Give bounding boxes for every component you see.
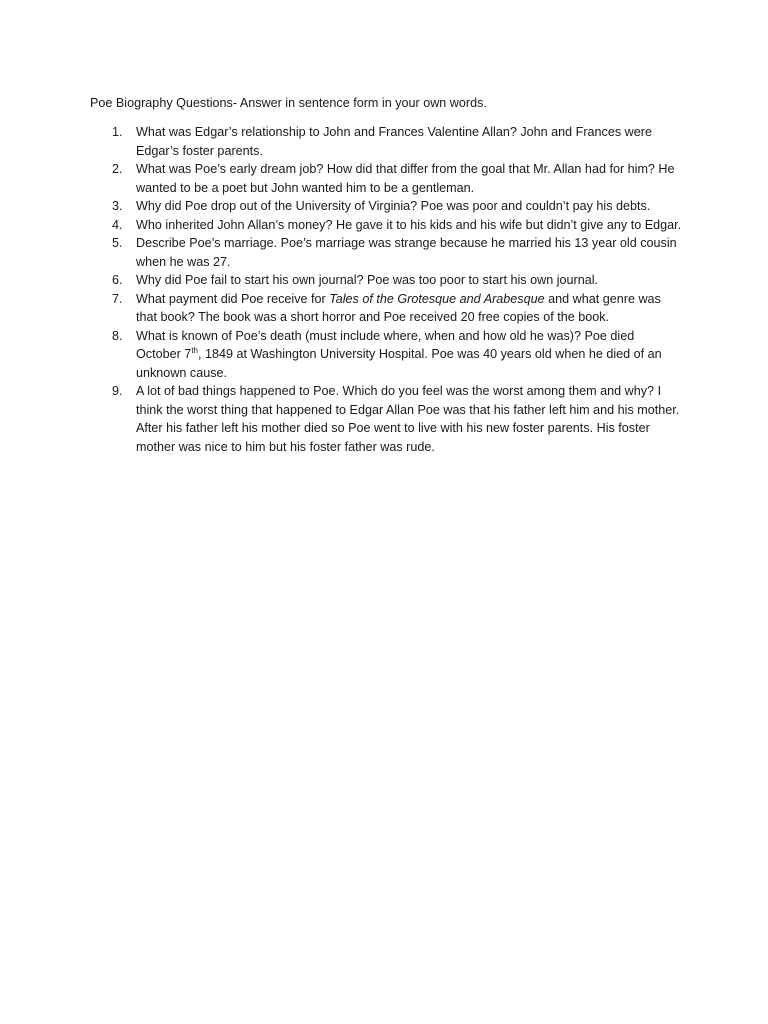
question-number: 1.	[112, 125, 123, 139]
question-item-7	[90, 290, 682, 327]
question-item-2	[90, 160, 682, 197]
question-number: 6.	[112, 273, 123, 287]
question-number: 5.	[112, 236, 123, 250]
question-text	[136, 329, 662, 380]
question-text	[136, 292, 661, 325]
question-text: What was Edgar’s relationship to John and Frances Valentine Allan? John and Frances were Edgar’s foster parents.	[136, 125, 652, 158]
question-text: A lot of bad things happened to Poe. Which do you feel was the worst among them and why? I think the worst thing that happened to Edgar Allan Poe was that his father left him and his mother. After his father left his mother died so Poe went to live with his new foster parents. His foster mother was nice to him but his foster father was rude.	[136, 384, 680, 454]
question-text-after: and what genre was that book? The book was a short horror and Poe received 20 free copies of the book.	[136, 291, 661, 324]
question-text: What was Poe’s early dream job? How did that differ from the goal that Mr. Allan had for him? He wanted to be a poet but John wanted him to be a gentleman.	[136, 162, 675, 195]
question-number: 2.	[112, 162, 123, 176]
question-text: Why did Poe fail to start his own journal? Poe was too poor to start his own journal.	[136, 273, 599, 287]
question-text-before: What is known of Poe’s death (must include where, when and how old he was)? Poe died October 7	[136, 328, 635, 361]
question-item-1	[90, 123, 682, 160]
question-item-6	[90, 271, 682, 290]
question-list	[90, 123, 682, 456]
question-item-4	[90, 216, 682, 235]
question-text: Why did Poe drop out of the University of Virginia? Poe was poor and couldn’t pay his debts.	[136, 199, 651, 213]
question-number: 4.	[112, 217, 123, 232]
question-item-5	[90, 234, 682, 271]
question-number: 8.	[112, 328, 123, 343]
question-text-before: What payment did Poe receive for	[136, 291, 330, 306]
question-text-after: , 1849 at Washington University Hospital. Poe was 40 years old when he died of an unknown cause.	[136, 347, 662, 380]
question-item-9	[90, 382, 682, 456]
question-item-8	[90, 327, 682, 383]
question-number: 7.	[112, 291, 123, 306]
question-number: 3.	[112, 199, 123, 213]
book-title-italic: Tales of the Grotesque and Arabesque	[329, 291, 545, 306]
question-text: Describe Poe’s marriage. Poe’s marriage was strange because he married his 13 year old cousin when he was 27.	[136, 236, 677, 269]
question-number: 9.	[112, 384, 123, 398]
question-text: Who inherited John Allan’s money? He gave it to his kids and his wife but didn’t give any to Edgar.	[136, 217, 682, 232]
question-item-3	[90, 197, 682, 216]
document-heading: Poe Biography Questions- Answer in sentence form in your own words.	[90, 96, 487, 110]
ordinal-superscript: th	[191, 345, 198, 355]
